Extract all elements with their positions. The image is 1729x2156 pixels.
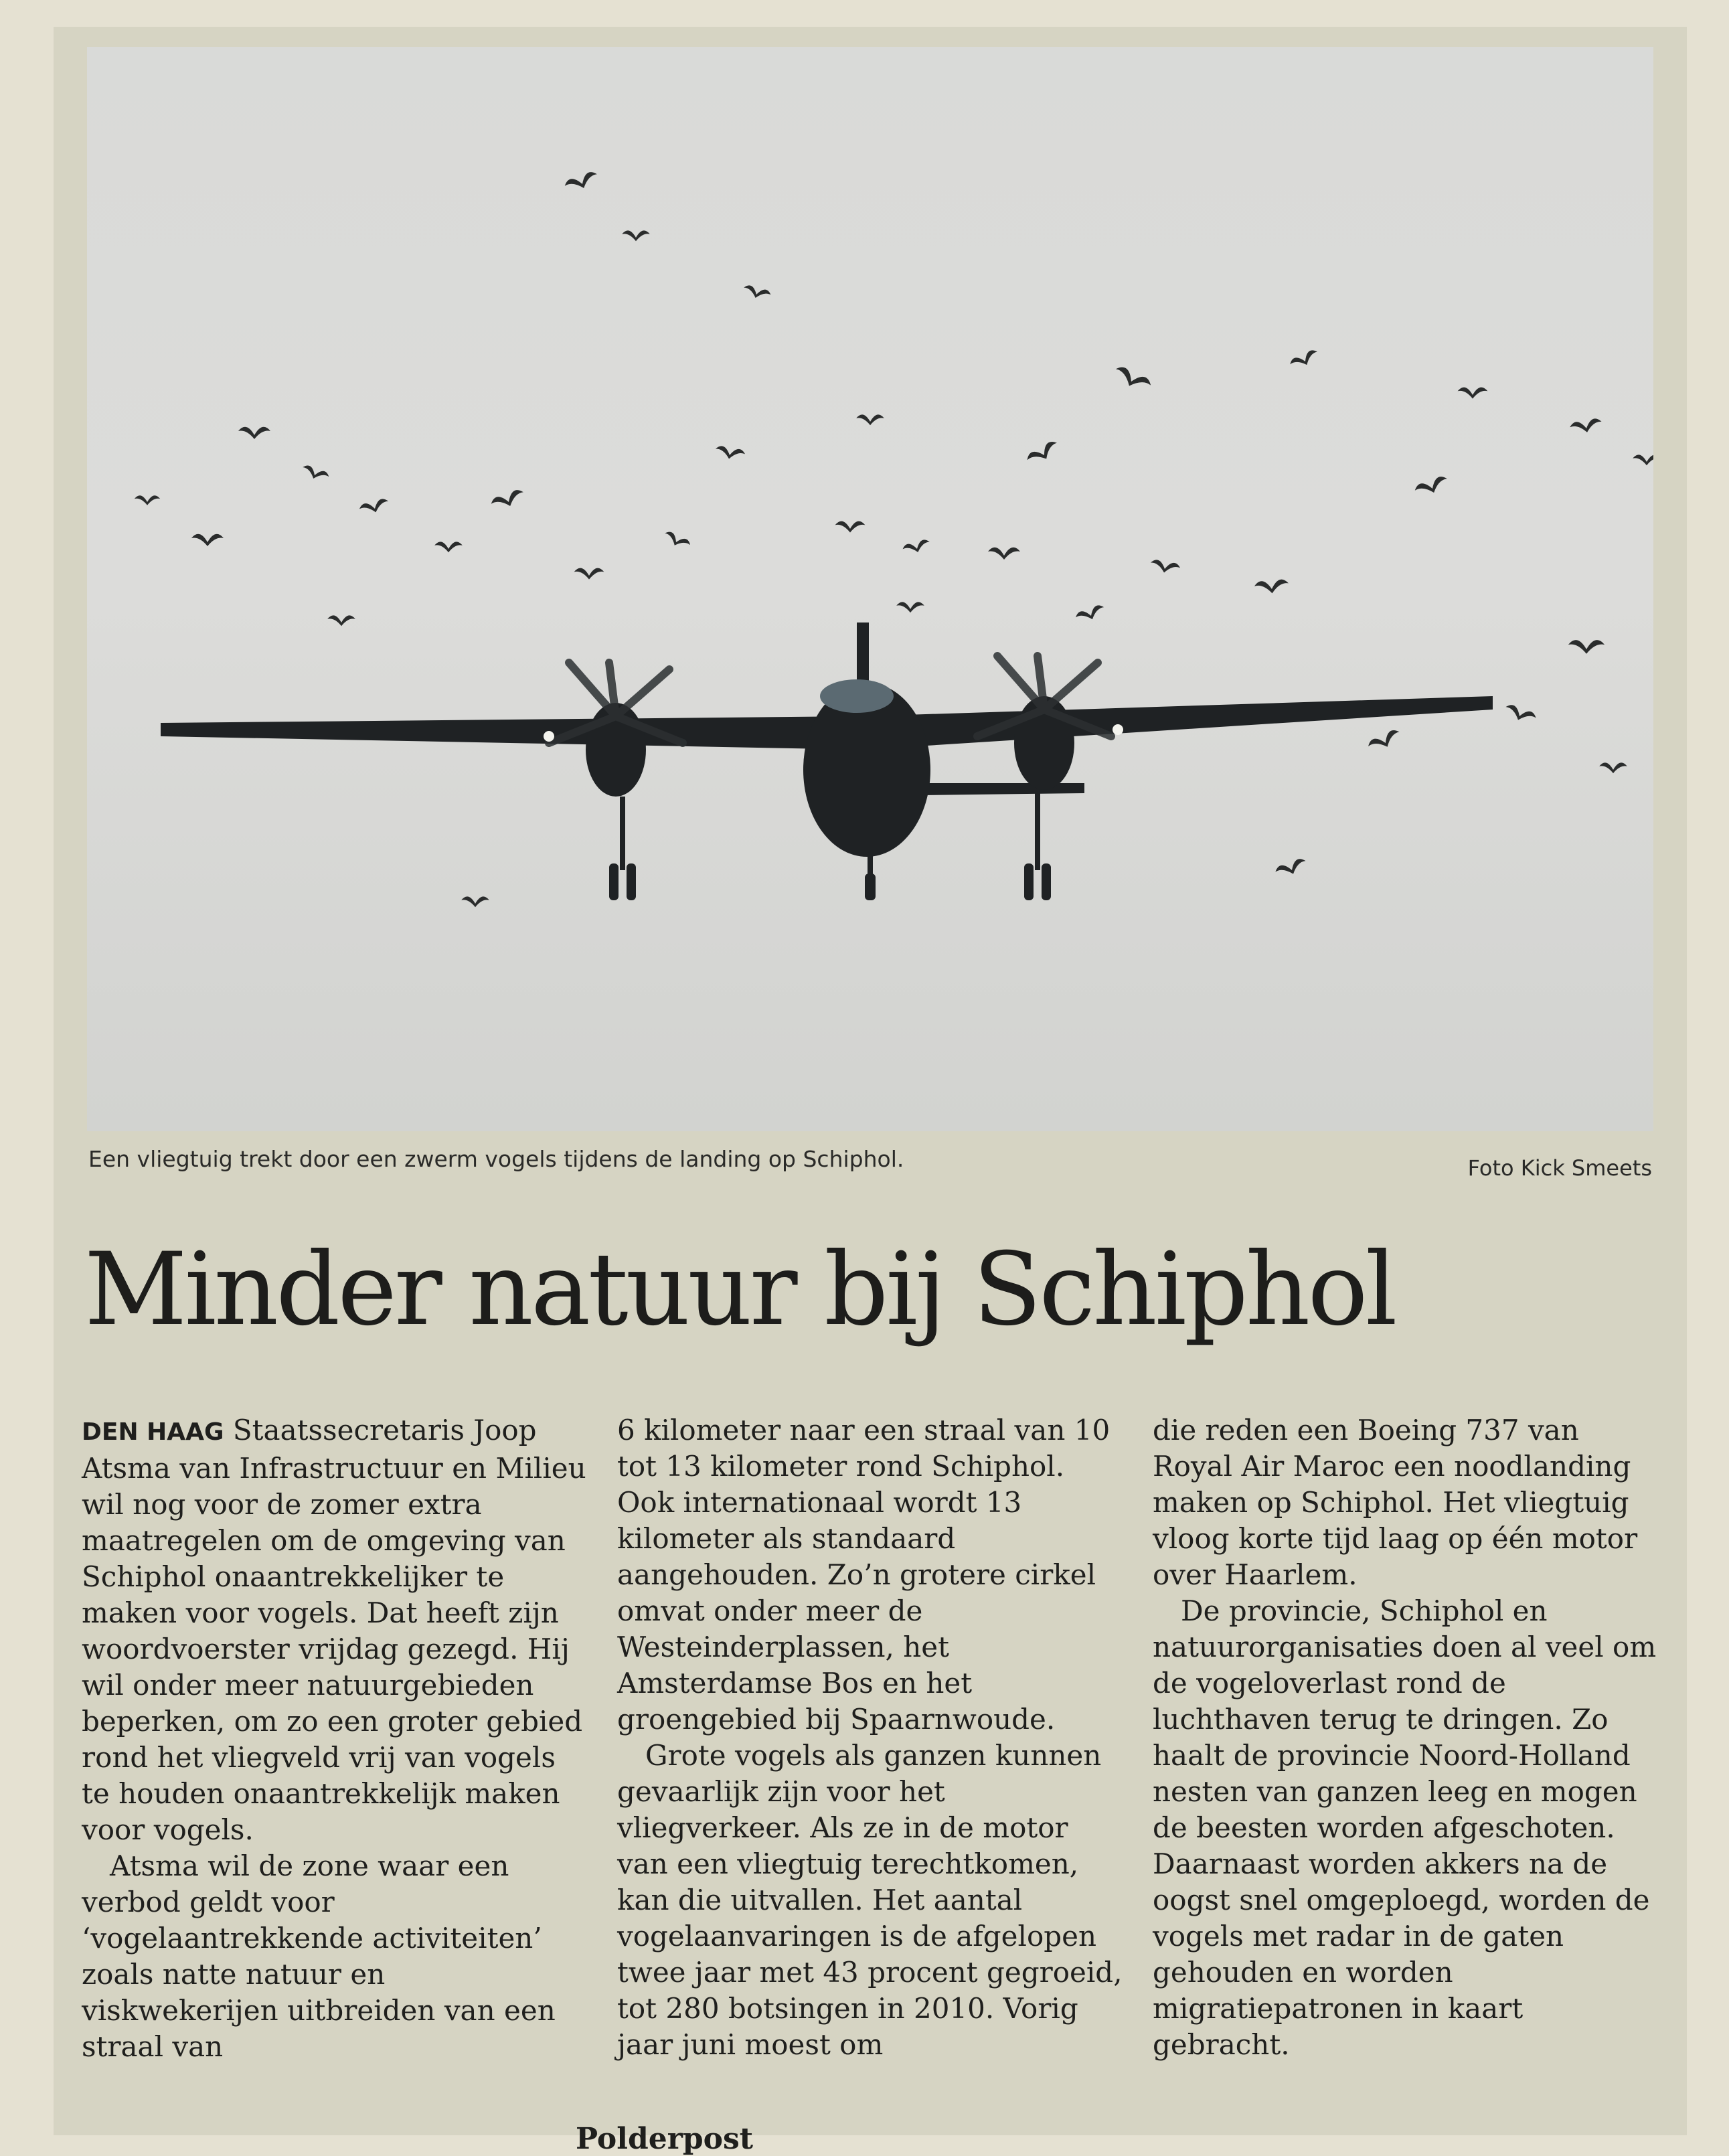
article-paragraph: Atsma wil de zone waar een verbod geldt voor ‘vogelaantrekkende activiteiten’ zoals natte natuur en viskwekerijen uitbreiden van een straal van [82, 1849, 556, 2063]
article-paragraph: Grote vogels als ganzen kunnen gevaarlijk zijn voor het vliegverkeer. Als ze in de motor van een vliegtuig terechtkomen, kan die uitvallen. Het aantal vogelaanvaringen is de afgelopen twee jaar met 43 procent gegroeid, tot 280 botsingen in 2010. Vorig jaar juni moest om [617, 1739, 1123, 2061]
article-column-2 [617, 1412, 1126, 2063]
article-dateline: DEN HAAG [82, 1418, 224, 1446]
article-paragraph: De provincie, Schiphol en natuurorganisaties doen al veel om de vogeloverlast rond de luchthaven terug te dringen. Zo haalt de provincie Noord-Holland nesten van ganzen leeg en mogen de beesten worden afgeschoten. Daarnaast worden akkers na de oogst snel omgeploegd, worden de vogels met radar in de gaten gehouden en worden migratiepatronen in kaart gebracht. [1153, 1594, 1657, 2061]
photo-credit: Foto Kick Smeets [1467, 1155, 1652, 1181]
airplane-birds-photo [87, 47, 1653, 1131]
article-headline: Minder natuur bij Schiphol [84, 1232, 1395, 1348]
article-paragraph: die reden een Boeing 737 van Royal Air Maroc een noodlanding maken op Schiphol. Het vliegtuig vloog korte tijd laag op één motor over Haarlem. [1153, 1414, 1638, 1591]
article-column-1 [82, 1412, 590, 2065]
article-lead-text: Staatssecretaris Joop Atsma van Infrastructuur en Milieu wil nog voor de zomer extra maatregelen om de omgeving van Schiphol onaantrekkelijker te maken voor vogels. Dat heeft zijn woordvoerster vrijdag gezegd. Hij wil onder meer natuurgebieden beperken, om zo een groter gebied rond het vliegveld vrij van vogels te houden onaantrekkelijk maken voor vogels. [82, 1414, 586, 1846]
article-paragraph [82, 1412, 590, 1848]
newspaper-page [54, 27, 1687, 2156]
sky-background [87, 47, 1653, 1131]
article-photo [87, 47, 1653, 1131]
article-column-3 [1153, 1412, 1661, 2063]
article-paragraph: 6 kilometer naar een straal van 10 tot 13 kilometer rond Schiphol. Ook internationaal wordt 13 kilometer als standaard aangehouden. Zo’n grotere cirkel omvat onder meer de Westeinderplassen, het Amsterdamse Bos en het groengebied bij Spaarnwoude. [617, 1414, 1110, 1736]
next-article-fragment: Polderpost [576, 2122, 754, 2156]
photo-caption: Een vliegtuig trekt door een zwerm vogels tijdens de landing op Schiphol. [88, 1146, 904, 1172]
article-body [82, 1412, 1675, 2082]
